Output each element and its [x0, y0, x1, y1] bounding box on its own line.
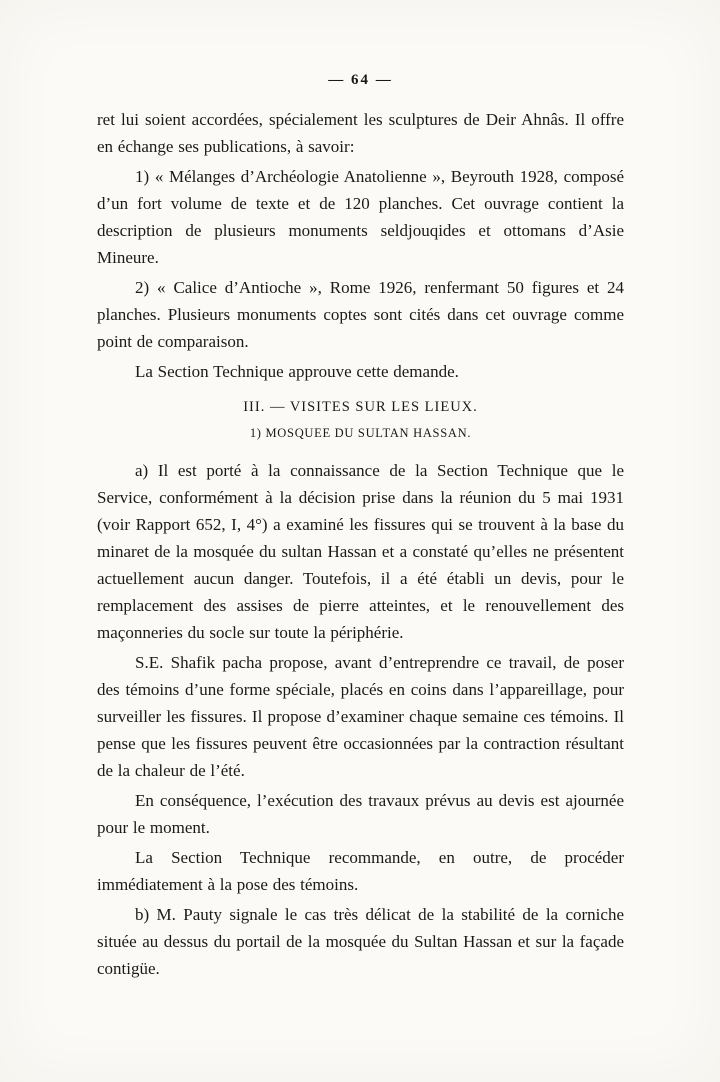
page-number: — 64 —: [328, 72, 393, 88]
paragraph-continuation: ret lui soient accordées, spécialement les sculptures de Deir Ahnâs. Il offre en échange ses publications, à savoir:: [97, 110, 624, 156]
paragraph-recommendation: La Section Technique recommande, en outre, de procéder immédiatement à la pose des témoins.: [97, 848, 624, 894]
paragraph-publication-1: 1) « Mélanges d’Archéologie Anatolienne », Beyrouth 1928, composé d’un fort volume de texte et de 120 planches. Cet ouvrage contient la description de plusieurs monuments seldjouqides et ottomans d’Asie Mineure.: [97, 167, 624, 267]
paragraph-item-b: b) M. Pauty signale le cas très délicat de la stabilité de la corniche située au dessus du portail de la mosquée du Sultan Hassan et sur la façade contigüe.: [97, 905, 624, 978]
paragraph-item-a: a) Il est porté à la connaissance de la Section Technique que le Service, conformément à la décision prise dans la réunion du 5 mai 1931 (voir Rapport 652, I, 4°) a examiné les fissures qui se trouvent à la base du minaret de la mosquée du sultan Hassan et a constaté qu’elles ne présentent actuellement aucun danger. Toutefois, il a été établi un devis, pour le remplacement des assises de pierre atteintes, et le renouvellement des maçonneries du socle sur toute la périphérie.: [97, 461, 624, 642]
paragraph-shafik-proposal: S.E. Shafik pacha propose, avant d’entreprendre ce travail, de poser des témoins d’une forme spéciale, placés en coins dans l’appareillage, pour surveiller les fissures. Il propose d’examiner chaque semaine ces témoins. Il pense que les fissures peuvent être occasionnées par la contraction résultant de la chaleur de l’été.: [97, 653, 624, 780]
paragraph-publication-2: 2) « Calice d’Antioche », Rome 1926, renfermant 50 figures et 24 planches. Plusieurs monuments coptes sont cités dans cet ouvrage comme point de comparaison.: [97, 278, 624, 351]
section-heading: III. — VISITES SUR LES LIEUX.: [243, 399, 478, 415]
paragraph-approval: La Section Technique approuve cette demande.: [135, 362, 459, 381]
paragraph-consequence: En conséquence, l’exécution des travaux prévus au devis est ajournée pour le moment.: [97, 791, 624, 837]
subsection-heading: 1) MOSQUEE DU SULTAN HASSAN.: [249, 426, 472, 440]
page-body: [97, 106, 624, 982]
